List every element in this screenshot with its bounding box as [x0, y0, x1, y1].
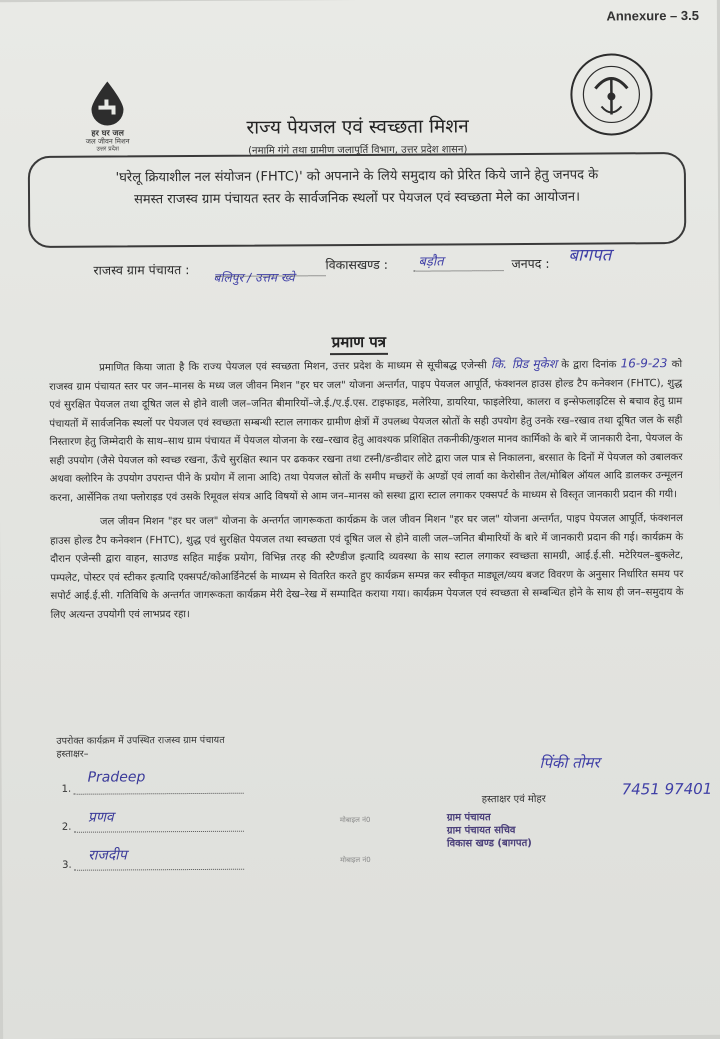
mobile-label-1: मोबाइल नं0 — [339, 815, 371, 825]
seal-label: हस्ताक्षर एवं मोहर — [481, 793, 546, 806]
mission-subtitle: (नमामि गंगे तथा ग्रामीण जलापूर्ति विभाग, उत्तर प्रदेश शासन) — [248, 144, 468, 157]
date-handwritten: 16-9-23 — [620, 356, 668, 371]
janpad-value: बागपत — [568, 245, 612, 266]
banner-line-1: 'घरेलू क्रियाशील नल संयोजन (FHTC)' को अपनाने के लिये समुदाय को प्रेरित किये जाने हेतु जनपद के — [115, 167, 599, 186]
gram-panchayat-label: राजस्व ग्राम पंचायत : — [93, 262, 190, 278]
event-banner — [28, 152, 687, 248]
logo-caption-2: जल जीवन मिशन — [85, 137, 130, 146]
paragraph-2: जल जीवन मिशन "हर घर जल" योजना के अन्तर्गत जागरूकता कार्यक्रम के जल जीवन मिशन "हर घर जल" योजना अन्तर्गत, पाइप पेयजल आपूर्ति, फंक्शनल हाउस होल्ड टैप कनेक्शन (FHTC), शुद्ध एवं सुरक्षित पेयजल तथा स्वच्छता एवं दूषित जल से होने वाली जल–जनित बीमारियों के बारे में जानकारी प्रदान की गई। कार्यक्रम के दौरान एजेन्सी द्वारा वाहन, साउण्ड सहित माईक प्रयोग, विभिन्न तरह की स्टैण्डीज इत्यादि व्यवस्था के साथ स्टाल लगाकर स्वच्छता सामग्री, आई.ई.सी. मटेरियल–बुकलेट, पम्पलेट, पोस्टर एवं स्टीकर इत्यादि एक्सपर्ट/कोआर्डिनेटर्स के माध्यम से वितरित करते हुए कार्यक्रम सम्पन्न कर स्वीकृत माड्यूल/व्यय बजट विवरण के अनुसार निर्धारित समय पर सपोर्ट आई.ई.सी. गतिविधि के अन्तर्गत जागरूकता कार्यक्रम मेरी देख–रेख में सम्पादित कराया गया। कार्यक्रम पेयजल एवं स्वच्छता से सम्बन्धित होने के साथ ही जन–समुदाय के लिए अत्यन्त उपयोगी एवं लाभप्रद रहा। — [50, 513, 684, 621]
official-stamp: ग्राम पंचायत ग्राम पंचायत सचिव विकास खण्ड (बागपत) — [446, 812, 532, 850]
banner-line-2: समस्त राजस्व ग्राम पंचायत स्तर के सार्वजनिक स्थलों पर पेयजल एवं स्वच्छता मेले का आयोजन। — [134, 189, 581, 208]
janpad-label: जनपद : — [511, 255, 550, 272]
mobile-label-2: मोबाइल नं0 — [340, 855, 371, 865]
agency-handwritten-2: मुकेश — [532, 356, 558, 371]
paragraph-1: प्रमाणित किया जाता है कि राज्य पेयजल एवं स्वच्छता मिशन, उत्तर प्रदेश के माध्यम से सूचीबद्ध एजेन्सी कि. प्रिड मुकेश के द्वारा दिनांक 16-9-23 को राजस्व ग्राम पंचायत स्तर पर जन–मानस के मध्य जल जीवन मिशन "हर घर जल" योजना अन्तर्गत, पाइप पेयजल आपूर्ति, फंक्शनल हाउस होल्ड टैप कनेक्शन (FHTC), शुद्ध एवं सुरक्षित पेयजल तथा दूषित जल से होने वाली जल–जनित बीमारियों–जे.ई./ए.ई.एस. टाइफाइड, मलेरिया, डायरिया, फाइलेरिया, कालरा व इन्सेफलाइटिस से बचाव हेतु ग्राम पंचायतों में सार्वजनिक स्थलों पर पेयजल एवं स्वच्छता सम्बन्धी स्टाल लगाकर ग्रामीण क्षेत्रों में उपलब्ध पेयजल स्रोतों के सही उपयोग हेतु उनके रख–रखाव तथा दूषित जल के सही निस्तारण हेतु जिम्मेदारी के साथ–साथ ग्राम पंचायत में पेयजल योजना के रख–रखाव हेतु आवश्यक प्रशिक्षित तकनीकी/कुशल मानव कार्मिको के बारे में जानकारी देना, पेयजल के सही उपयोग (जैसे पेयजल को स्वच्छ रखना, ऊँचे सुरक्षित स्थान पर ढककर रखना तथा टस्नी/डन्डीदार लोटे द्वारा जल पात्र से निकालना, बरसात के दिनों में पेयजल को उबालकर अथवा क्लोरिन के उपयोग उपरान्त पीने के प्रयोग में लाना आदि) तथा पेयजल स्रोतों के समीप मच्छरों के अण्डों एवं लार्वा का केरोसीन तेल/मोबिल ऑयल आदि डालकर उन्मूलन करना, आर्सेनिक तथा फ्लोराइड एवं उसके रिमूवल संयत्र आदि विषयों से आम जन–मानस को सस्था द्वारा स्टाल लगाकर एक्सपर्ट के माध्यम से विस्तृत जानकारी प्रदान की गयी। — [49, 356, 683, 504]
annexure-label: Annexure – 3.5 — [606, 7, 699, 24]
agency-handwritten: कि. प्रिड — [490, 356, 529, 372]
mission-title: राज्य पेयजल एवं स्वच्छता मिशन — [246, 115, 469, 139]
vikaskhand-value: बड़ौत — [418, 254, 444, 270]
official-phone-handwritten: 7451 97401 — [621, 779, 713, 799]
gram-panchayat-value: बलिपुर / उत्तम ख्वे — [213, 270, 295, 285]
logo-caption-1: हर घर जल — [91, 128, 124, 138]
vikaskhand-label: विकासखण्ड : — [325, 256, 389, 273]
logo-caption-3: उत्तर प्रदेश — [96, 145, 119, 153]
attendees-heading: उपरोक्त कार्यक्रम में उपस्थित राजस्व ग्राम पंचायत हस्ताक्षर– — [56, 734, 225, 760]
certificate-title: प्रमाण पत्र — [0, 330, 719, 354]
document-page: Annexure – 3.5 हर घर जल जल जीवन मिशन उत्तर प्रदेश राज्य पेयजल एवं स्वच्छता मिशन (नमामि गंगे तथा ग्रामीण जलापूर्ति विभाग, उत्तर प्रदेश शासन) 'घरेलू क्रियाशील नल संयोजन (FHTC)' को अपनाने के लिये समुदाय को प्रेरित किये जाने हेतु जनपद के समस्त राजस्व ग्राम पंचायत स्तर के सार्वजनिक स्थलों पर पेयजल एवं स्वच्छता मेले का आयोजन। राजस्व ग्राम पंचायत : बलिपुर / उत्तम ख्वे विकासखण्ड : बड़ौत जनपद : बागपत प्रमाण पत्र प्रमाणित किया जाता है कि राज्य पेयजल एवं स्वच्छता मिशन, उत्तर प्रदेश के माध्यम से सूचीबद्ध एजेन्सी कि. प्रिड मुकेश के द्वारा दिनांक 16-9-23 को राजस्व ग्राम पंचायत स्तर पर जन–मानस के मध्य जल जीवन मिशन "हर घर जल" योजना अन्तर्गत, पाइप पेयजल आपूर्ति, फंक्शनल हाउस होल्ड टैप कनेक्शन (FHTC), शुद्ध एवं सुरक्षित पेयजल तथा दूषित जल से होने वाली जल–जनित बीमारियों–जे.ई./ए.ई.एस. टाइफाइड, मलेरिया, डायरिया, फाइलेरिया, कालरा व इन्सेफलाइटिस से बचाव हेतु ग्राम पंचायतों में सार्वजनिक स्थलों पर पेयजल एवं स्वच्छता सम्बन्धी स्टाल लगाकर ग्रामीण क्षेत्रों में उपलब्ध पेयजल स्रोतों के सही उपयोग हेतु उनके रख–रखाव तथा दूषित जल के सही निस्तारण हेतु जिम्मेदारी के साथ–साथ ग्राम पंचायत में पेयजल योजना के रख–रखाव हेतु आवश्यक प्रशिक्षित तकनीकी/कुशल मानव कार्मिको के बारे में जानकारी देना, पेयजल के सही उपयोग (जैसे पेयजल को स्वच्छ रखना, ऊँचे सुरक्षित स्थान पर ढककर रखना तथा टस्नी/डन्डीदार लोटे द्वारा जल पात्र से निकालना, बरसात के दिनों में पेयजल को उबालकर अथवा क्लोरिन के उपयोग उपरान्त पीने के प्रयोग में लाना आदि) तथा पेयजल स्रोतों के समीप मच्छरों के अण्डों एवं लार्वा का केरोसीन तेल/मोबिल ऑयल आदि डालकर उन्मूलन करना, आर्सेनिक तथा फ्लोराइड एवं उसके रिमूवल संयत्र आदि विषयों से आम जन–मानस को सस्था द्वारा स्टाल लगाकर एक्सपर्ट के माध्यम से विस्तृत जानकारी प्रदान की गयी। जल जीवन मिशन "हर घर जल" योजना के अन्तर्गत जागरूकता कार्यक्रम के जल जीवन मिशन "हर घर जल" योजना अन्तर्गत, पाइप पेयजल आपूर्ति, फंक्शनल हाउस होल्ड टैप कनेक्शन (FHTC), शुद्ध एवं सुरक्षित पेयजल तथा स्वच्छता एवं दूषित जल से होने वाली जल–जनित बीमारियों के बारे में जानकारी प्रदान की गई। कार्यक्रम के दौरान एजेन्सी द्वारा वाहन, साउण्ड सहित माईक प्रयोग, विभिन्न तरह की स्टैण्डीज इत्यादि व्यवस्था के साथ स्टाल लगाकर स्वच्छता सामग्री, आई.ई.सी. मटेरियल–बुकलेट, पम्पलेट, पोस्टर एवं स्टीकर इत्यादि एक्सपर्ट/कोआर्डिनेटर्स के माध्यम से वितरित करते हुए कार्यक्रम सम्पन्न कर स्वीकृत माड्यूल/व्यय बजट विवरण के अनुसार निर्धारित समय पर सपोर्ट आई.ई.सी. गतिविधि के अन्तर्गत जागरूकता कार्यक्रम मेरी देख–रेख में सम्पादित कराया गया। कार्यक्रम पेयजल एवं स्वच्छता से सम्बन्धित होने के साथ ही जन–समुदाय के लिए अत्यन्त उपयोगी एवं लाभप्रद रहा। उपरोक्त कार्यक्रम में उपस्थित राजस्व ग्राम पंचायत हस्ताक्षर– 1. Pradeep 2. प्रणव 3. राजदीप मोबाइल नं0 मोबाइल नं0 पिंकी तोमर 7451 97401 हस्ताक्षर एवं मोहर ग्राम पंचायत ग्राम पंचायत सचिव विकास खण्ड (बागपत) — [0, 0, 720, 1039]
official-name-handwritten: पिंकी तोमर — [539, 753, 600, 772]
certificate-body — [49, 354, 684, 625]
